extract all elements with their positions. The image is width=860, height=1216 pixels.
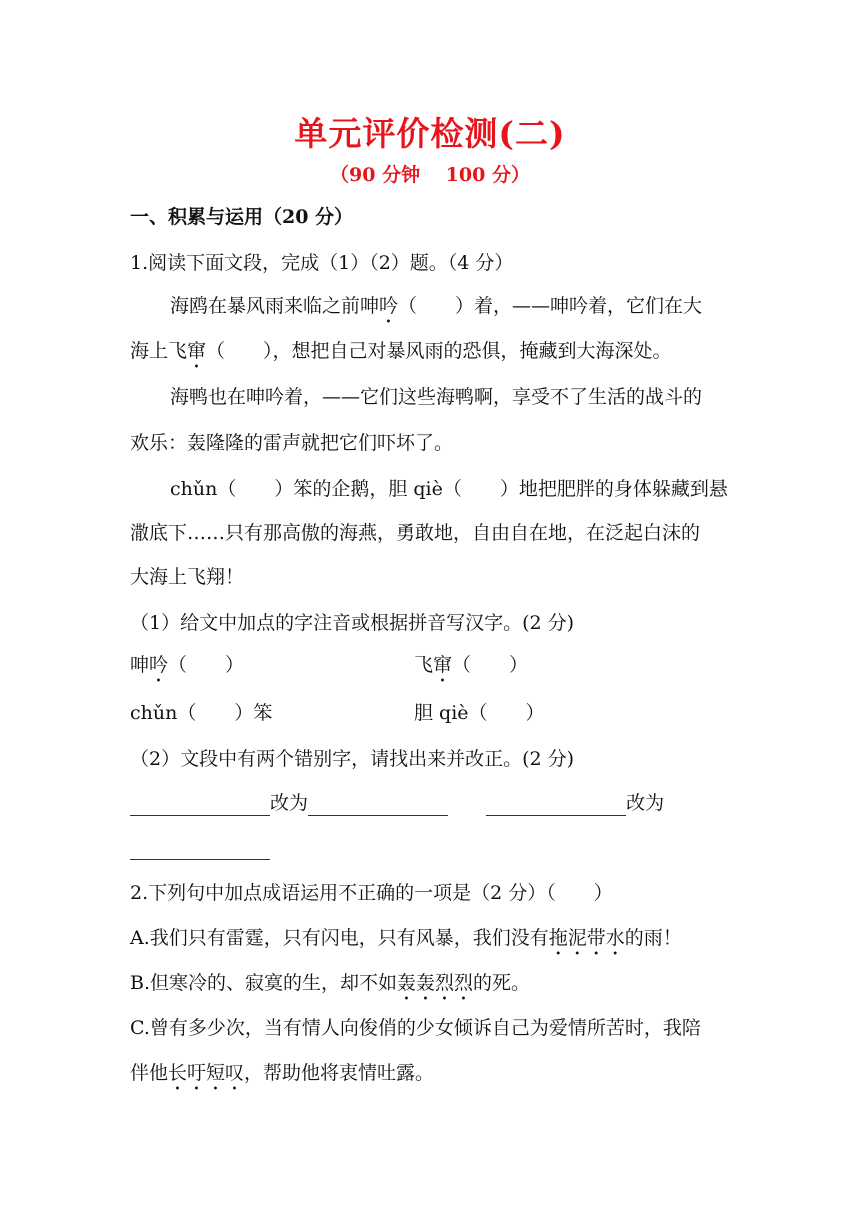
answer-blank[interactable]: [130, 839, 270, 860]
passage-line: [170, 293, 740, 328]
sub-question-2: （2）文段中有两个错别字，请找出来并改正。(2 分): [130, 748, 575, 770]
answer-blank[interactable]: [308, 795, 448, 816]
option-text: ，帮助他将衷情吐露。: [244, 1062, 435, 1084]
question-1-intro: 1.阅读下面文段，完成（1）（2）题。（4 分）: [130, 252, 514, 274]
option-c-continued[interactable]: [130, 1060, 740, 1095]
answer-row: [130, 652, 740, 687]
section-heading: 一、积累与运用（20 分）: [130, 206, 354, 228]
passage-text: （ ）着，——呻吟着，它们在大: [398, 295, 703, 317]
option-a[interactable]: [130, 925, 740, 960]
question-2-stem: 2.下列句中加点成语运用不正确的一项是（2 分）（ ）: [130, 882, 613, 904]
change-label: 改为: [626, 792, 665, 814]
dotted-idiom: 轰轰烈烈: [397, 972, 474, 994]
answer-blank[interactable]: （ ）: [168, 654, 245, 676]
change-label: 改为: [270, 792, 309, 814]
option-b[interactable]: [130, 970, 740, 1005]
sub-question-1: （1）给文中加点的字注音或根据拼音写汉字。(2 分): [130, 612, 575, 634]
page-title: 单元评价检测(二): [294, 114, 566, 153]
dotted-idiom: 长吁短叹: [168, 1062, 245, 1084]
answer-item: [414, 652, 528, 687]
passage-line: 欢乐：轰隆隆的雷声就把它们吓坏了。: [130, 432, 454, 454]
answer-blank[interactable]: [130, 795, 270, 816]
option-text: 伴他: [130, 1062, 169, 1084]
answer-item[interactable]: chǔn（ ）笨: [130, 702, 273, 724]
passage-line: 海鸭也在呻吟着，——它们这些海鸭啊，享受不了生活的战斗的: [170, 386, 703, 408]
option-text: A.我们只有雷霆，只有闪电，只有风暴，我们没有: [130, 927, 549, 949]
dotted-character: 吟: [149, 654, 169, 676]
item-text: 呻: [130, 654, 150, 676]
dotted-character: 吟: [379, 295, 399, 317]
dotted-idiom: 拖泥带水: [548, 927, 625, 949]
answer-item[interactable]: 胆 qiè（ ）: [414, 702, 545, 724]
item-text: 飞: [414, 654, 434, 676]
option-c[interactable]: C.曾有多少次，当有情人向俊俏的少女倾诉自己为爱情所苦时，我陪: [130, 1017, 701, 1039]
passage-line: 大海上飞翔！: [130, 566, 245, 588]
correction-row: [130, 790, 740, 816]
option-text: B.但寒冷的、寂寞的生，却不如: [130, 972, 398, 994]
answer-blank[interactable]: （ ）: [452, 654, 529, 676]
option-text: 的死。: [473, 972, 531, 994]
passage-line: chǔn（ ）笨的企鹅，胆 qiè（ ）地把肥胖的身体躲藏到悬: [170, 478, 728, 500]
passage-text: 海鸥在暴风雨来临之前呻: [170, 295, 380, 317]
dotted-character: 窜: [433, 654, 453, 676]
dotted-character: 窜: [187, 340, 207, 362]
answer-row: [130, 700, 740, 726]
exam-duration-score: （90 分钟 100 分）: [330, 164, 530, 186]
correction-row: [130, 834, 740, 860]
passage-text: 海上飞: [130, 340, 188, 362]
passage-line: 潵底下……只有那高傲的海燕，勇敢地，自由自在地，在泛起白沫的: [130, 522, 701, 544]
option-text: 的雨！: [624, 927, 682, 949]
passage-text: （ ），想把自己对暴风雨的恐俱，掩藏到大海深处。: [206, 340, 672, 362]
answer-item: [130, 654, 244, 676]
answer-blank[interactable]: [486, 795, 626, 816]
passage-line: [130, 338, 740, 373]
